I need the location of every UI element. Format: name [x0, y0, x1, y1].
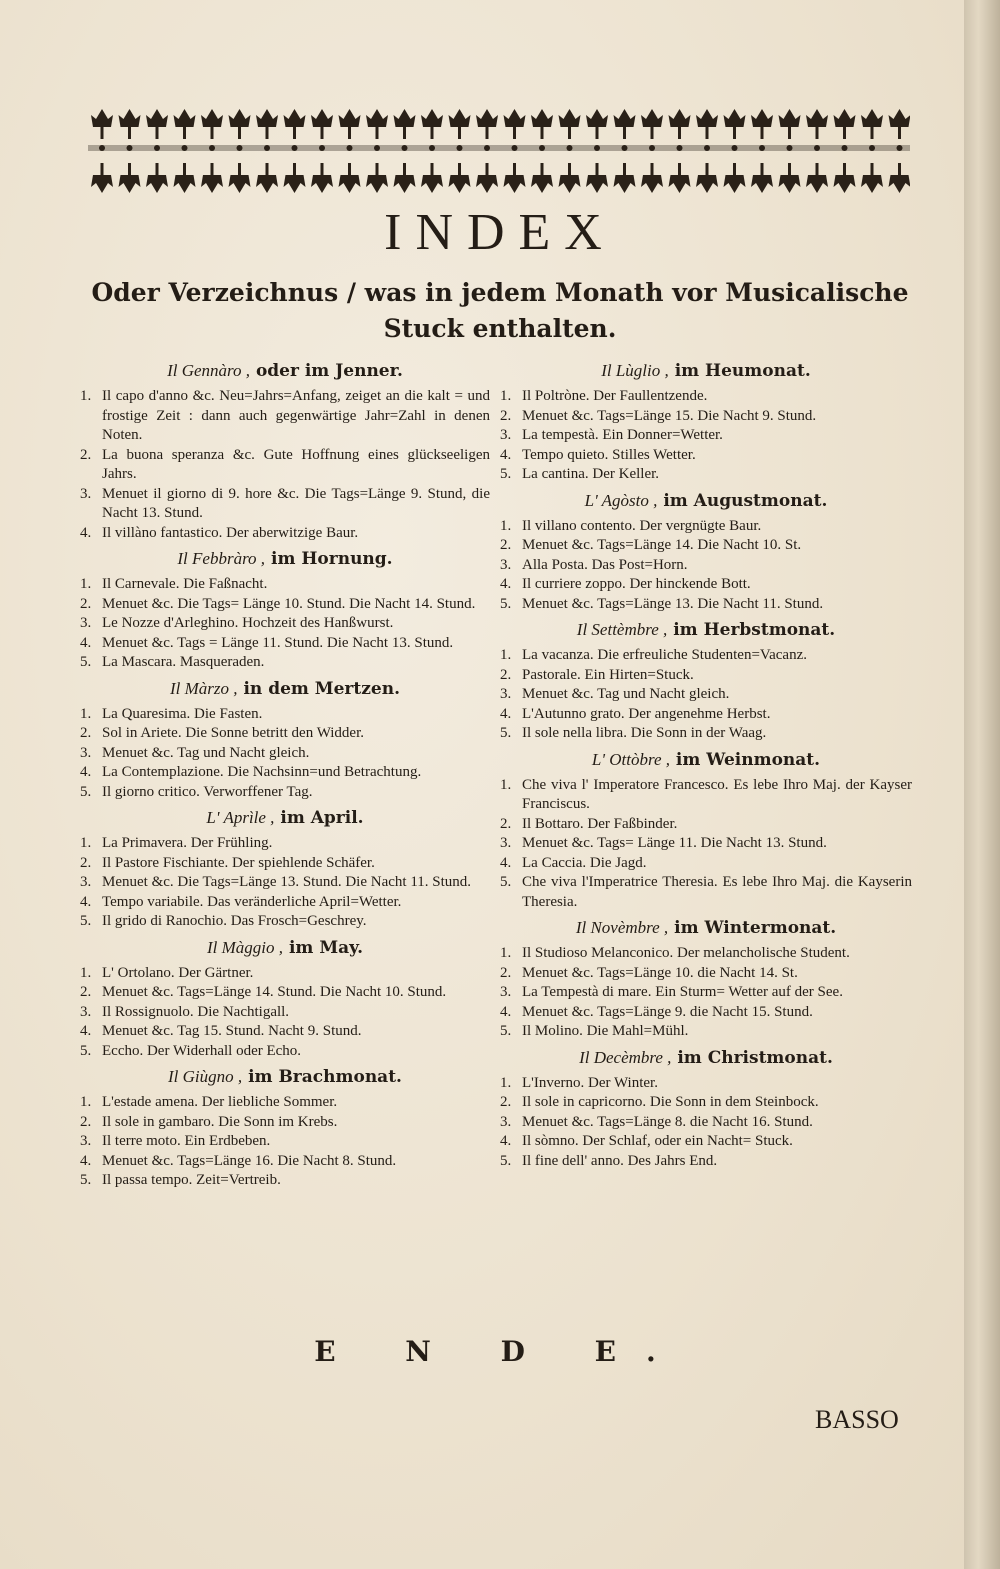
month-heading: [500, 916, 912, 940]
entry-text: Pastorale. Ein Hirten=Stuck.: [522, 666, 694, 683]
index-entry: [500, 517, 912, 537]
entry-text: Menuet &c. Tag und Nacht gleich.: [102, 744, 310, 761]
entry-number: 3.: [500, 427, 512, 443]
index-entry: [80, 1042, 490, 1062]
entry-number: 4.: [80, 1023, 92, 1039]
entry-number: 2.: [80, 446, 92, 463]
index-entry: [80, 485, 490, 524]
entry-text: Menuet &c. Tags = Länge 11. Stund. Die Nacht 13. Stund.: [102, 634, 454, 651]
entry-number: 4.: [80, 893, 92, 910]
entry-text: La Primavera. Der Frühling.: [102, 835, 273, 851]
index-entry: [500, 426, 912, 446]
entry-text: Il grido di Ranochio. Das Frosch=Geschrey.: [102, 913, 367, 929]
entry-number: 2.: [80, 854, 92, 871]
ornament-glyph: [806, 109, 828, 127]
index-entry: [500, 1113, 912, 1133]
entry-text: Menuet &c. Tags=Länge 10. die Nacht 14. St.: [522, 964, 798, 981]
entry-number: 5.: [80, 1172, 92, 1188]
ornament-glyph: [861, 175, 883, 193]
month-heading-italian: L' Agòsto ,: [584, 490, 658, 510]
month-heading-italian: Il Gennàro ,: [167, 361, 251, 380]
entry-number: 1.: [500, 647, 512, 663]
ornament-glyph: [311, 109, 333, 127]
entry-number: 3.: [500, 686, 512, 702]
ornament-glyph: [119, 109, 141, 127]
entry-number: 2.: [500, 407, 512, 424]
entry-number: 1.: [500, 388, 512, 404]
month-heading-german: im Herbstmonat.: [673, 620, 836, 640]
month-heading-german: im Brachmonat.: [248, 1067, 402, 1087]
index-entry: [500, 595, 912, 615]
entry-number: 4.: [80, 764, 92, 780]
index-entry: [500, 724, 912, 744]
ornament-glyph: [311, 175, 333, 193]
ornament-glyph: [91, 109, 113, 127]
ornament-glyph: [174, 175, 196, 193]
entry-number: 4.: [500, 854, 512, 871]
ornament-glyph: [641, 175, 663, 193]
entry-number: 2.: [80, 595, 92, 612]
month-heading-german: im Weinmonat.: [675, 749, 821, 770]
month-heading-german: in dem Mertzen.: [243, 678, 400, 699]
entry-text: Menuet &c. Tags=Länge 14. Stund. Die Nacht 10. Stund.: [102, 984, 447, 1000]
ornament-glyph: [586, 109, 608, 127]
entry-number: 3.: [80, 744, 92, 761]
index-entry: [80, 983, 490, 1003]
ornament-glyph: [614, 109, 636, 127]
ornament-glyph: [256, 109, 278, 127]
ornament-glyph: [834, 109, 856, 127]
ornament-glyph: [724, 175, 746, 193]
index-entry: [80, 964, 490, 984]
index-entry: [500, 1074, 912, 1094]
page-title: INDEX: [384, 204, 616, 261]
ornament-glyph: [421, 175, 443, 193]
index-entry: [80, 595, 490, 615]
month-heading-italian: L' Ottòbre ,: [591, 749, 670, 769]
month-heading-italian: Il Màrzo ,: [170, 678, 238, 698]
month-heading-german: im Heumonat.: [674, 361, 811, 381]
entry-text: Menuet &c. Tags=Länge 9. die Nacht 15. Stund.: [522, 1003, 813, 1020]
ornament-glyph: [641, 109, 663, 127]
ornament-glyph: [669, 109, 691, 127]
index-entry: [80, 1132, 490, 1152]
entry-number: 1.: [80, 835, 92, 851]
index-entry: [80, 387, 490, 446]
entry-text: La vacanza. Die erfreuliche Studenten=Vacanz.: [522, 647, 807, 663]
index-entry: [500, 854, 912, 874]
entry-number: 5.: [500, 1152, 512, 1169]
entry-number: 4.: [80, 634, 92, 651]
entry-text: Tempo quieto. Stilles Wetter.: [522, 446, 696, 463]
index-entry: [80, 653, 490, 673]
index-entry: [500, 1132, 912, 1152]
left-column: [80, 355, 490, 1191]
ornament-glyph: [449, 109, 471, 127]
entry-number: 5.: [500, 466, 512, 482]
index-entry: [500, 1022, 912, 1042]
ornament-glyph: [504, 175, 526, 193]
index-entry: [500, 465, 912, 485]
entry-number: 2.: [500, 1094, 512, 1110]
index-entry: [80, 1113, 490, 1133]
index-entry: [80, 634, 490, 654]
month-heading: [80, 359, 490, 383]
ornament-glyph: [174, 109, 196, 127]
month-heading: [80, 547, 490, 571]
entry-number: 3.: [80, 1003, 92, 1020]
month-heading: [500, 489, 912, 513]
index-entry: [500, 705, 912, 725]
entry-number: 1.: [80, 964, 92, 981]
ornament-glyph: [229, 109, 251, 127]
entry-text: L'estade amena. Der liebliche Sommer.: [102, 1094, 338, 1110]
entry-text: Menuet &c. Tag und Nacht gleich.: [522, 686, 730, 702]
index-entry: [500, 1003, 912, 1023]
month-heading-italian: L' Aprìle ,: [206, 808, 275, 827]
month-heading: [80, 936, 490, 960]
index-entry: [80, 524, 490, 544]
ornament-glyph: [256, 175, 278, 193]
entry-number: 1.: [80, 388, 92, 404]
month-heading-italian: Il Novèmbre ,: [575, 918, 669, 937]
ornament-glyph: [696, 109, 718, 127]
entry-text: L' Ortolano. Der Gärtner.: [102, 964, 254, 981]
index-entry: [500, 1152, 912, 1172]
entry-text: La tempestà. Ein Donner=Wetter.: [522, 427, 723, 443]
index-entry: [500, 1093, 912, 1113]
ornament-glyph: [146, 109, 168, 127]
index-entry: [80, 893, 490, 913]
entry-number: 4.: [500, 1003, 512, 1020]
entry-number: 3.: [80, 485, 92, 502]
ornament-glyph: [889, 175, 911, 193]
index-entry: [80, 724, 490, 744]
entry-number: 3.: [80, 874, 92, 890]
entry-text: Tempo variabile. Das veränderliche April=Wetter.: [102, 893, 402, 910]
entry-number: 4.: [500, 1133, 512, 1149]
entry-number: 2.: [500, 964, 512, 981]
ornament-glyph: [284, 175, 306, 193]
entry-number: 1.: [500, 945, 512, 961]
month-heading: [500, 618, 912, 642]
entry-text: Il sole in capricorno. Die Sonn in dem Steinbock.: [522, 1094, 819, 1110]
ornament-glyph: [751, 175, 773, 193]
entry-text: Il Rossignuolo. Die Nachtigall.: [102, 1003, 290, 1020]
entry-number: 4.: [500, 576, 512, 592]
index-entry: [80, 763, 490, 783]
index-entry: [80, 783, 490, 803]
entry-text: La Caccia. Die Jagd.: [522, 854, 647, 871]
index-entry: [500, 964, 912, 984]
ornament-glyph: [201, 109, 223, 127]
entry-number: 2.: [80, 725, 92, 741]
entry-text: La buona speranza &c. Gute Hoffnung eines glückseeligen Jahrs.: [102, 446, 490, 482]
entry-text: La cantina. Der Keller.: [522, 466, 660, 482]
ornament-glyph: [696, 175, 718, 193]
ornament-glyph: [669, 175, 691, 193]
entry-number: 5.: [500, 874, 512, 890]
entry-text: Sol in Ariete. Die Sonne betritt den Widder.: [102, 725, 364, 741]
ornament-glyph: [724, 109, 746, 127]
entry-number: 5.: [80, 1042, 92, 1059]
entry-text: Menuet &c. Tag 15. Stund. Nacht 9. Stund.: [102, 1023, 362, 1039]
entry-text: Menuet &c. Tags= Länge 11. Die Nacht 13. Stund.: [522, 835, 827, 851]
entry-number: 4.: [500, 446, 512, 463]
index-entry: [500, 407, 912, 427]
entry-text: Menuet &c. Tags=Länge 13. Die Nacht 11. Stund.: [522, 595, 824, 612]
entry-text: Menuet &c. Tags=Länge 16. Die Nacht 8. Stund.: [102, 1152, 397, 1169]
index-entry: [80, 705, 490, 725]
index-entry: [80, 1022, 490, 1042]
ornament-glyph: [531, 175, 553, 193]
entry-text: Il terre moto. Ein Erdbeben.: [102, 1133, 271, 1149]
index-entry: [500, 556, 912, 576]
entry-number: 3.: [500, 556, 512, 573]
index-entry: [500, 446, 912, 466]
month-heading-italian: Il Giùgno ,: [168, 1067, 243, 1086]
ornament-glyph: [201, 175, 223, 193]
index-entry: [80, 873, 490, 893]
entry-number: 3.: [500, 984, 512, 1000]
entry-text: Il capo d'anno &c. Neu=Jahrs=Anfang, zeiget an die kalt = und frostige Zeit : dann auch gegenwärtige Jahr=Zahl in denen Noten.: [102, 388, 490, 443]
entry-number: 5.: [80, 783, 92, 800]
ornament-glyph: [614, 175, 636, 193]
entry-number: 5.: [500, 1023, 512, 1039]
entry-text: Menuet &c. Tags=Länge 15. Die Nacht 9. Stund.: [522, 407, 817, 424]
entry-number: 5.: [80, 913, 92, 929]
entry-text: La Tempestà di mare. Ein Sturm= Wetter auf der See.: [522, 984, 843, 1000]
ornament-glyph: [751, 109, 773, 127]
right-column: [500, 355, 912, 1171]
entry-number: 2.: [500, 815, 512, 832]
entry-number: 4.: [80, 524, 92, 541]
entry-text: Il villano contento. Der vergnügte Baur.: [522, 517, 762, 534]
ornament-glyph: [779, 109, 801, 127]
index-entry: [80, 1003, 490, 1023]
entry-text: Il Bottaro. Der Faßbinder.: [522, 815, 678, 832]
entry-number: 1.: [500, 517, 512, 534]
entry-text: Il sòmno. Der Schlaf, oder ein Nacht= Stuck.: [522, 1133, 793, 1149]
ornament-band: [88, 105, 910, 197]
month-heading: [80, 677, 490, 701]
index-entry: [500, 685, 912, 705]
entry-number: 2.: [500, 666, 512, 683]
ornament-glyph: [559, 109, 581, 127]
month-heading-german: im Christmonat.: [677, 1047, 833, 1068]
ornament-glyph: [229, 175, 251, 193]
entry-text: Menuet &c. Tags=Länge 8. die Nacht 16. Stund.: [522, 1113, 813, 1130]
entry-text: Menuet il giorno di 9. hore &c. Die Tags=Länge 9. Stund, die Nacht 13. Stund.: [102, 485, 490, 521]
index-entry: [500, 387, 912, 407]
entry-text: La Contemplazione. Die Nachsinn=und Betrachtung.: [102, 764, 422, 780]
ornament-glyph: [146, 175, 168, 193]
entry-number: 1.: [80, 576, 92, 592]
index-entry: [80, 854, 490, 874]
entry-text: Il villàno fantastico. Der aberwitzige Baur.: [102, 524, 359, 541]
entry-text: La Quaresima. Die Fasten.: [102, 705, 263, 722]
month-heading: [80, 1065, 490, 1089]
entry-text: Il curriere zoppo. Der hinckende Bott.: [522, 576, 751, 592]
entry-text: Il Carnevale. Die Faßnacht.: [102, 576, 268, 592]
month-heading-italian: Il Settèmbre ,: [576, 620, 668, 639]
ornament-glyph: [504, 109, 526, 127]
entry-number: 5.: [80, 654, 92, 670]
entry-text: Menuet &c. Die Tags=Länge 13. Stund. Die Nacht 11. Stund.: [102, 874, 472, 890]
index-entry: [500, 575, 912, 595]
entry-text: Le Nozze d'Arleghino. Hochzeit des Hanßwurst.: [102, 615, 394, 631]
ornament-glyph: [806, 175, 828, 193]
page-subtitle: Oder Verzeichnus / was in jedem Monath vor Musicalische Stuck enthalten.: [91, 278, 909, 343]
entry-text: L'Autunno grato. Der angenehme Herbst.: [522, 705, 771, 722]
entry-text: Il fine dell' anno. Des Jahrs End.: [522, 1152, 718, 1169]
index-entry: [500, 873, 912, 912]
entry-text: Il Studioso Melanconico. Der melancholische Student.: [522, 945, 850, 961]
entry-number: 2.: [80, 1113, 92, 1130]
entry-text: Menuet &c. Die Tags= Länge 10. Stund. Die Nacht 14. Stund.: [102, 595, 476, 612]
index-entry: [80, 744, 490, 764]
index-entry: [80, 1171, 490, 1191]
ornament-glyph: [476, 175, 498, 193]
entry-text: Che viva l' Imperatore Francesco. Es lebe Ihro Maj. der Kayser Franciscus.: [522, 776, 912, 812]
month-heading: [500, 748, 912, 772]
ornament-glyph: [366, 109, 388, 127]
entry-number: 3.: [500, 1113, 512, 1130]
ornament-glyph: [586, 175, 608, 193]
entry-text: Il sole nella libra. Die Sonn in der Waag.: [522, 725, 767, 741]
month-heading: [500, 359, 912, 383]
entry-number: 5.: [500, 725, 512, 741]
index-entry: [80, 575, 490, 595]
entry-number: 3.: [80, 615, 92, 631]
month-heading-german: im April.: [280, 808, 364, 828]
ornament-glyph: [339, 109, 361, 127]
month-heading-italian: Il Lùglio ,: [601, 361, 669, 380]
ornament-glyph: [339, 175, 361, 193]
entry-text: Alla Posta. Das Post=Horn.: [522, 556, 688, 573]
month-heading-italian: Il Màggio ,: [207, 937, 284, 957]
month-heading: [500, 1046, 912, 1070]
ornament-glyph: [284, 109, 306, 127]
entry-number: 2.: [500, 537, 512, 553]
entry-text: Che viva l'Imperatrice Theresia. Es lebe Ihro Maj. die Kayserin Theresia.: [522, 874, 912, 910]
ende-text: E N D E.: [314, 1335, 686, 1368]
ornament-glyph: [834, 175, 856, 193]
ornament-glyph: [394, 109, 416, 127]
index-entry: [500, 646, 912, 666]
entry-text: Eccho. Der Widerhall oder Echo.: [102, 1042, 302, 1059]
month-heading-german: oder im Jenner.: [255, 361, 403, 381]
entry-text: La Mascara. Masqueraden.: [102, 654, 265, 670]
entry-number: 1.: [80, 1094, 92, 1110]
entry-text: Il giorno critico. Verworffener Tag.: [102, 783, 313, 800]
entry-number: 2.: [80, 984, 92, 1000]
entry-number: 1.: [500, 1074, 512, 1091]
index-entry: [80, 446, 490, 485]
ornament-glyph: [394, 175, 416, 193]
month-heading-german: im Augustmonat.: [663, 490, 828, 511]
ornament-glyph: [861, 109, 883, 127]
ornament-glyph: [531, 109, 553, 127]
month-heading-german: im May.: [288, 937, 363, 958]
month-heading-german: im Hornung.: [270, 549, 393, 569]
entry-number: 4.: [80, 1152, 92, 1169]
entry-number: 1.: [500, 776, 512, 793]
ornament-glyph: [559, 175, 581, 193]
ornament-glyph: [779, 175, 801, 193]
index-entry: [500, 666, 912, 686]
entry-text: Il Molino. Die Mahl=Mühl.: [522, 1023, 689, 1039]
index-entry: [500, 776, 912, 815]
basso-label: BASSO: [815, 1405, 899, 1434]
ornament-glyph: [889, 109, 911, 127]
ornament-glyph: [119, 175, 141, 193]
entry-text: L'Inverno. Der Winter.: [522, 1074, 658, 1091]
month-heading: [80, 806, 490, 830]
index-entry: [80, 834, 490, 854]
entry-text: Menuet &c. Tags=Länge 14. Die Nacht 10. St.: [522, 537, 802, 553]
index-entry: [80, 1152, 490, 1172]
entry-text: Il passa tempo. Zeit=Vertreib.: [102, 1172, 281, 1188]
index-entry: [80, 912, 490, 932]
entry-number: 5.: [500, 595, 512, 612]
index-entry: [500, 834, 912, 854]
entry-text: Il sole in gambaro. Die Sonn im Krebs.: [102, 1113, 338, 1130]
index-entry: [500, 983, 912, 1003]
entry-number: 3.: [80, 1133, 92, 1149]
index-entry: [500, 944, 912, 964]
ornament-glyph: [421, 109, 443, 127]
ornament-glyph: [366, 175, 388, 193]
entry-number: 1.: [80, 705, 92, 722]
ornament-glyph: [91, 175, 113, 193]
entry-number: 3.: [500, 835, 512, 851]
month-heading-italian: Il Febbràro ,: [177, 549, 266, 568]
month-heading-german: im Wintermonat.: [674, 918, 837, 938]
ornament-glyph: [476, 109, 498, 127]
entry-text: Il Pastore Fischiante. Der spiehlende Schäfer.: [102, 854, 375, 871]
ornament-glyph: [449, 175, 471, 193]
index-entry: [500, 815, 912, 835]
index-entry: [80, 1093, 490, 1113]
index-entry: [500, 536, 912, 556]
entry-number: 4.: [500, 705, 512, 722]
entry-text: Il Poltròne. Der Faullentzende.: [522, 388, 708, 404]
index-entry: [80, 614, 490, 634]
month-heading-italian: Il Decèmbre ,: [579, 1047, 672, 1067]
